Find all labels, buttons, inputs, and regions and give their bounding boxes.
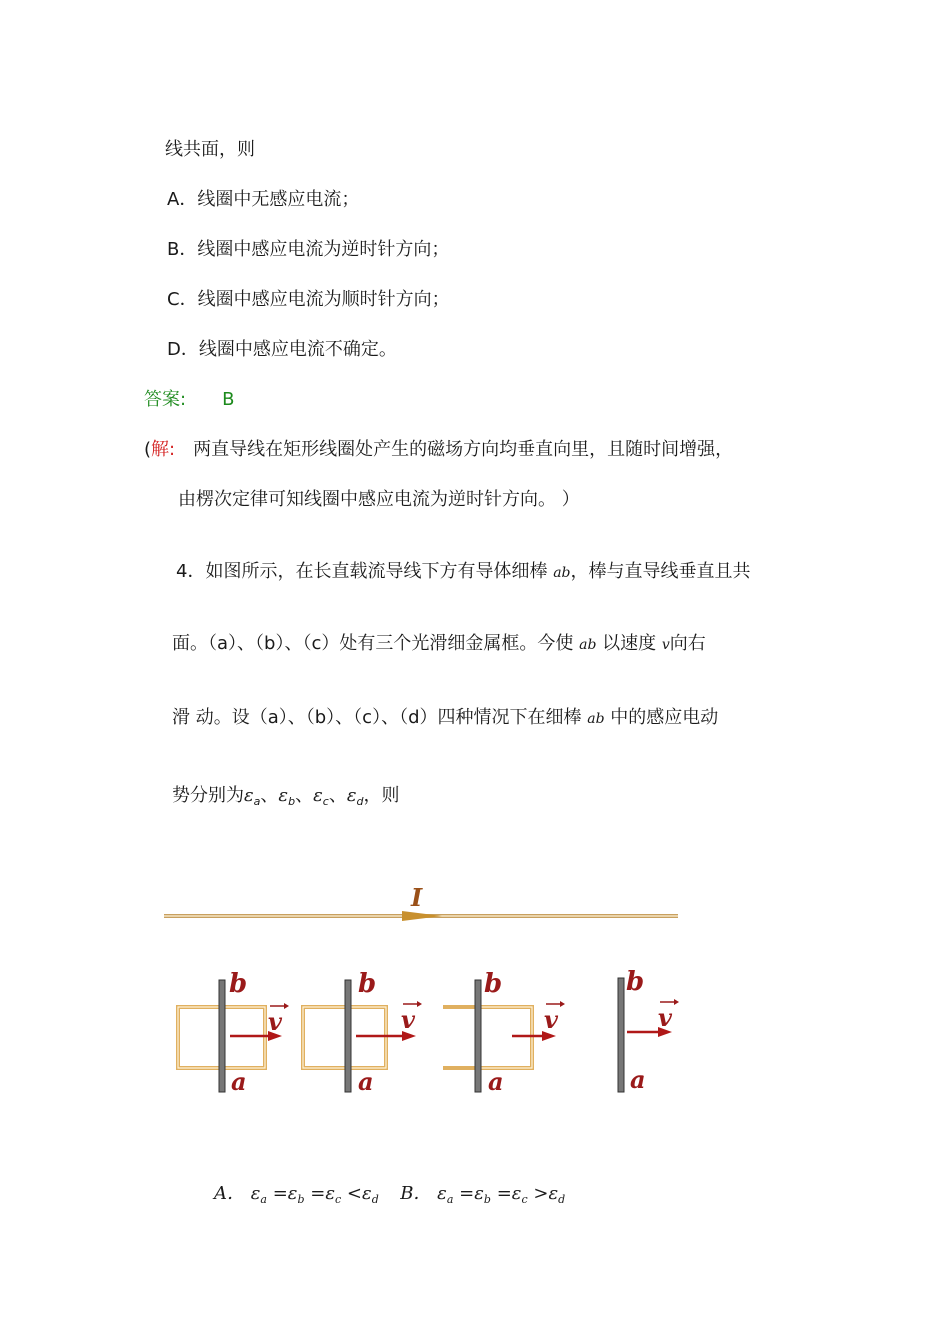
q4-line-1-text-b: ，棒与直导线垂直且共 [570,561,751,582]
frame-d [618,967,679,1094]
option-c: C．线圈中感应电流为顺时针方向； [167,289,450,310]
q4-line-3 [172,706,718,731]
equals: = [272,1183,288,1204]
equals: = [310,1183,326,1204]
emf-symbol: ε [287,1183,298,1204]
question-continuation: 线共面，则 [165,139,255,160]
rod-c [475,980,481,1092]
emf-symbol: ε [362,1183,372,1204]
label-b: b [358,969,377,999]
emf-symbol: ε [511,1183,522,1204]
label-v: v [544,1005,558,1034]
subscript-a: a [446,1193,454,1206]
label-a: a [488,1067,504,1096]
q4-line-4-text: 势分别为 [172,785,244,806]
answer-label: 答案: [144,389,187,410]
q4-line-3-text-b: 中的感应电动 [610,707,719,728]
option-d: D．线圈中感应电流不确定。 [167,339,397,360]
label-a: a [358,1067,374,1096]
rod-b [345,980,351,1092]
rod-a [219,980,225,1092]
subscript-b: b [483,1193,491,1206]
symbol-ab: ab [587,711,605,727]
separator: 、 [295,785,314,806]
subscript-a: a [253,795,261,808]
label-b: b [229,969,248,999]
option-b: B．线圈中感应电流为逆时针方向； [167,239,450,260]
current-arrow-icon [402,911,442,921]
q4-line-4-end: ，则 [363,785,400,806]
subscript-d: d [371,1193,379,1206]
label-v: v [658,1003,672,1032]
choice-b-label: B． [400,1183,432,1204]
subscript-b: b [297,1193,305,1206]
less-than: < [346,1183,363,1204]
q4-line-1-text: 4．如图所示，在长直载流导线下方有导体细棒 [176,561,548,582]
answer-row [144,388,234,412]
circuit-figure [160,880,700,1110]
emf-symbol: ε [244,785,254,806]
rod-d [618,978,624,1092]
subscript-c: c [335,1193,342,1206]
subscript-a: a [260,1193,267,1206]
q4-line-1 [176,560,751,585]
current-label: I [411,883,423,912]
subscript-d: d [356,795,364,808]
symbol-v: v [661,637,670,653]
emf-symbol: ε [437,1183,447,1204]
explanation-open-paren: ( [144,439,152,460]
subscript-d: d [558,1193,566,1206]
symbol-ab: ab [553,565,571,581]
answer-value: B [222,389,235,410]
frame-c [443,969,565,1096]
label-b: b [626,967,645,997]
q4-line-2 [172,632,706,657]
option-a: A．线圈中无感应电流； [167,189,360,210]
label-b: b [484,969,503,999]
choices-row [214,1182,565,1208]
q4-line-2-text-b: 以速度 [602,633,657,654]
choice-a-label: A． [214,1183,245,1204]
equals: = [496,1183,512,1204]
q4-line-3-text: 滑 动。设（a）、（b）、（c）、（d）四种情况下在细棒 [172,707,582,728]
symbol-ab: ab [579,637,597,653]
label-a: a [630,1065,646,1094]
q4-line-4 [172,784,399,810]
emf-symbol: ε [278,785,289,806]
emf-symbol: ε [313,785,323,806]
explanation-text-2: 由楞次定律可知线圈中感应电流为逆时针方向。 ） [178,489,580,510]
emf-symbol: ε [325,1183,336,1204]
explanation-line-1 [144,438,733,462]
subscript-b: b [288,795,296,808]
subscript-c: c [521,1193,528,1206]
explanation-label: 解: [151,439,176,460]
emf-symbol: ε [346,785,357,806]
emf-symbol: ε [474,1183,484,1204]
q4-line-2-text: 面。（a）、（b）、（c）处有三个光滑细金属框。今使 [172,633,574,654]
greater-than: > [533,1183,549,1204]
label-v: v [401,1005,415,1034]
q4-line-2-text-c: 向右 [669,633,706,654]
emf-symbol: ε [548,1183,559,1204]
label-v: v [268,1007,282,1036]
frame-a [178,969,289,1096]
equals: = [459,1183,475,1204]
separator: 、 [328,785,347,806]
emf-symbol: ε [250,1183,261,1204]
subscript-c: c [322,795,329,808]
label-a: a [231,1067,247,1096]
separator: 、 [260,785,279,806]
explanation-text-1: 两直导线在矩形线圈处产生的磁场方向均垂直向里，且随时间增强， [193,439,734,460]
frame-b [303,969,422,1096]
